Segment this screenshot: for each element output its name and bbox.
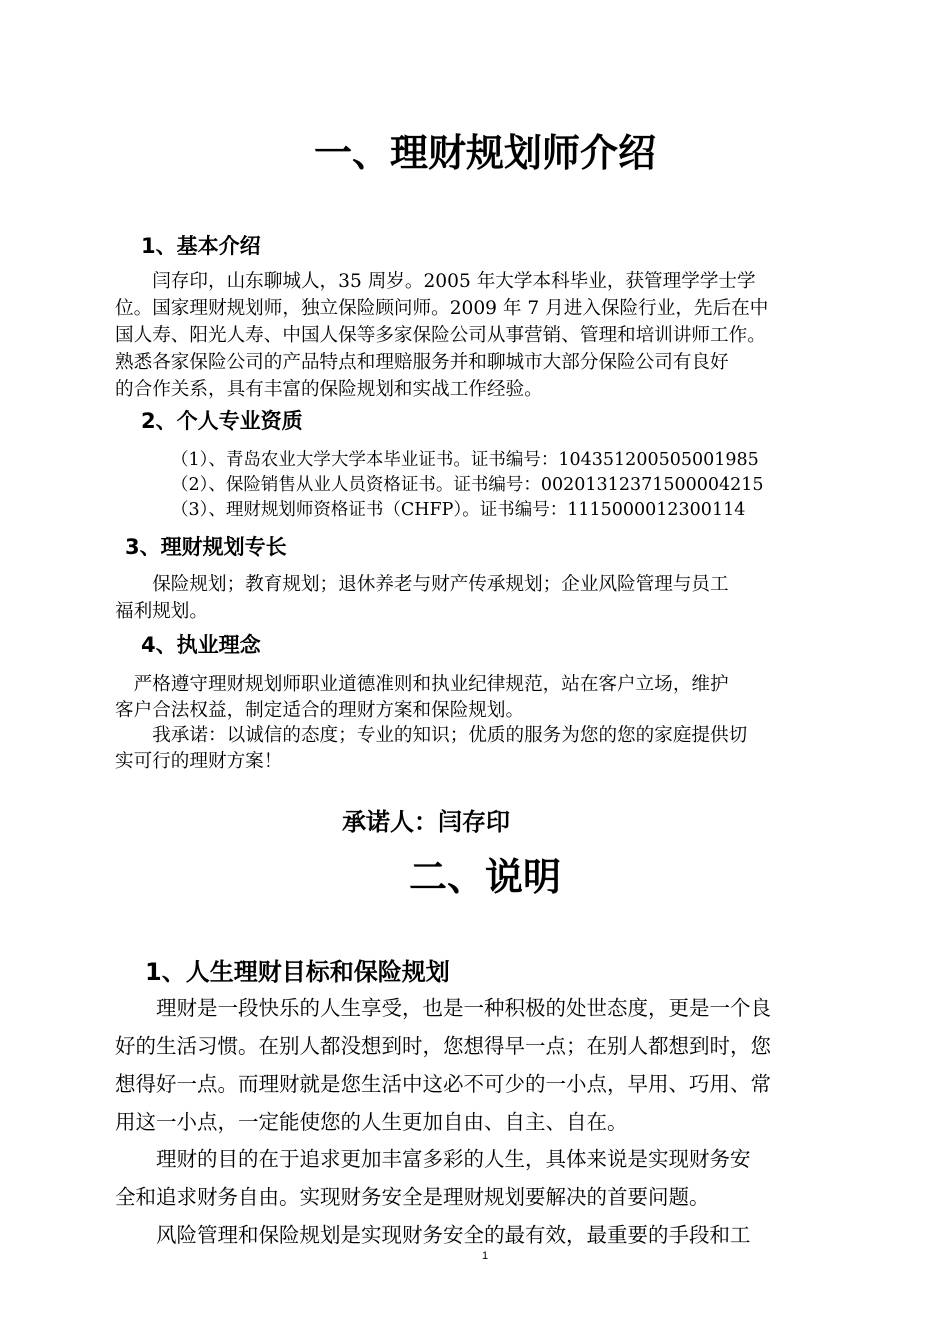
paragraph-line: 好的生活习惯。在别人都没想到时，您想得早一点；在别人都想到时，您 [115, 1034, 771, 1058]
paragraph-line: 闫存印，山东聊城人，35 周岁。2005 年大学本科毕业，获管理学学士学 [115, 271, 756, 292]
heading-specialties: 3、理财规划专长 [125, 535, 287, 559]
paragraph-line: 熟悉各家保险公司的产品特点和理赔服务并和聊城市大部分保险公司有良好 [115, 352, 729, 373]
paragraph-line: 用这一小点，一定能使您的人生更加自由、自主、自在。 [115, 1110, 628, 1134]
paragraph-line: 理财是一段快乐的人生享受，也是一种积极的处世态度，更是一个良 [115, 996, 771, 1020]
paragraph-line: 保险规划；教育规划；退休养老与财产传承规划；企业风险管理与员工 [115, 574, 729, 595]
page-number: 1 [482, 1250, 489, 1262]
signature: 承诺人：闫存印 [342, 808, 510, 836]
heading-life-goals: 1、人生理财目标和保险规划 [145, 958, 450, 986]
paragraph-line: 风险管理和保险规划是实现财务安全的最有效，最重要的手段和工 [115, 1223, 751, 1247]
paragraph-line: 的合作关系，具有丰富的保险规划和实战工作经验。 [115, 379, 543, 400]
paragraph-line: 理财的目的在于追求更加丰富多彩的人生，具体来说是实现财务安 [115, 1147, 751, 1171]
section-2-title: 二、说明 [408, 855, 561, 899]
paragraph-line: 实可行的理财方案！ [115, 751, 283, 772]
paragraph-line: 国人寿、阳光人寿、中国人保等多家保险公司从事营销、管理和培训讲师工作。 [115, 325, 766, 346]
paragraph-line: 客户合法权益，制定适合的理财方案和保险规划。 [115, 700, 525, 721]
paragraph-line: 严格遵守理财规划师职业道德准则和执业纪律规范，站在客户立场，维护 [115, 674, 729, 695]
heading-philosophy: 4、执业理念 [141, 633, 261, 657]
heading-basic-intro: 1、基本介绍 [141, 234, 261, 258]
heading-qualifications: 2、个人专业资质 [141, 409, 303, 433]
paragraph-line: 想得好一点。而理财就是您生活中这必不可少的一小点，早用、巧用、常 [115, 1072, 771, 1096]
paragraph-line: 全和追求财务自由。实现财务安全是理财规划要解决的首要问题。 [115, 1185, 710, 1209]
certificate-item: （2）、保险销售从业人员资格证书。证书编号：00201312371500004215 [171, 475, 764, 495]
paragraph-line: 我承诺：以诚信的态度；专业的知识；优质的服务为您的您的家庭提供切 [115, 725, 748, 746]
certificate-item: （3）、理财规划师资格证书（CHFP）。证书编号：1115000012300114 [171, 500, 746, 520]
paragraph-line: 福利规划。 [115, 601, 208, 622]
paragraph-line: 位。国家理财规划师，独立保险顾问师。2009 年 7 月进入保险行业，先后在中 [115, 298, 769, 319]
certificate-item: （1）、青岛农业大学大学本毕业证书。证书编号：104351200505001985 [171, 450, 759, 470]
section-1-title: 一、理财规划师介绍 [313, 131, 656, 175]
